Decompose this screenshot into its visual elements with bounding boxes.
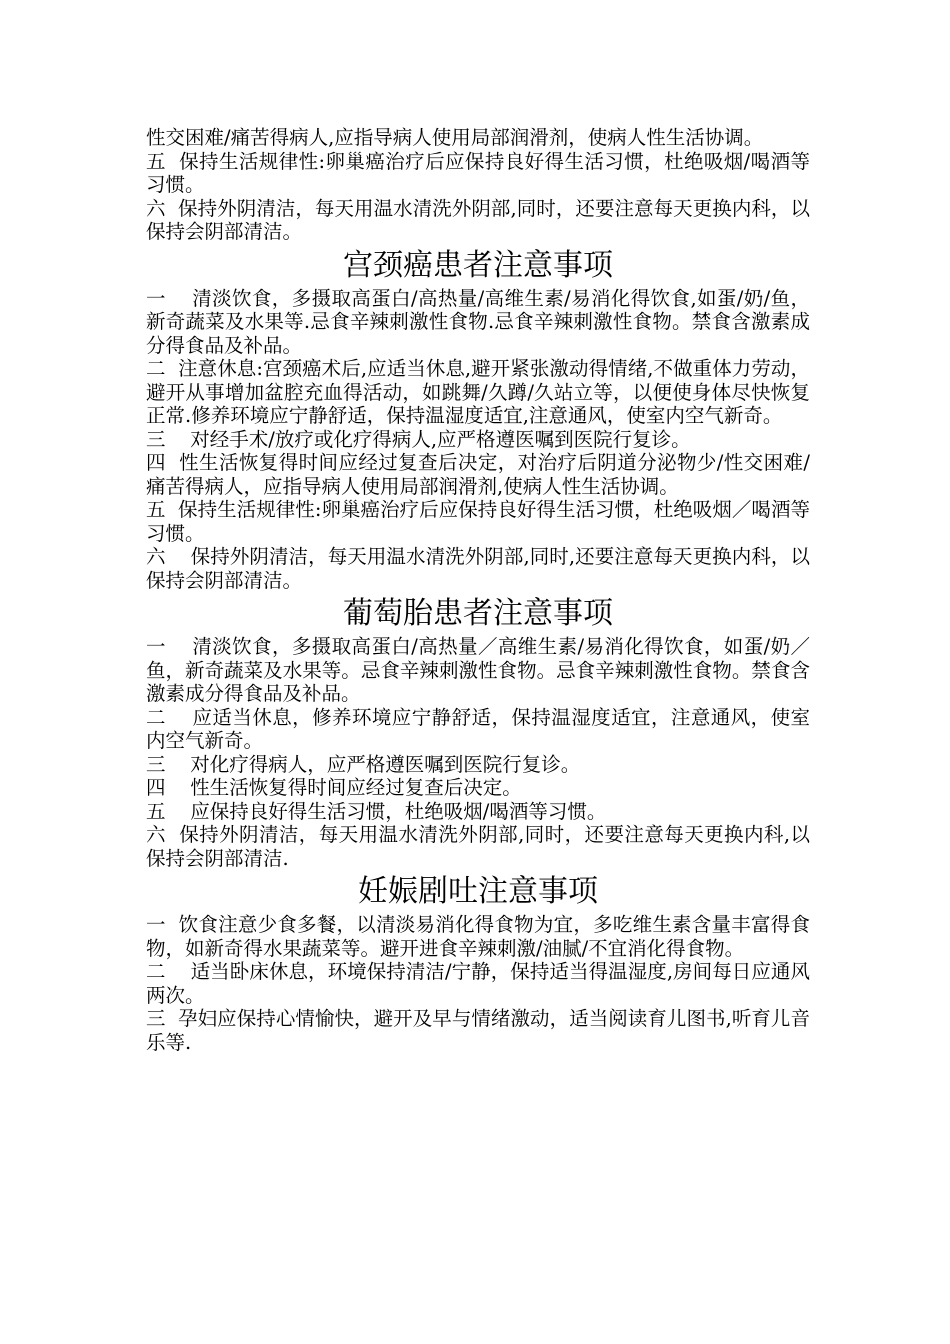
section-hydatidiform-mole [146,594,810,870]
section-continuation [146,126,810,244]
paragraph: 三 对化疗得病人，应严格遵医嘱到医院行复诊。 [146,752,581,776]
paragraph: 五 应保持良好得生活习惯，杜绝吸烟/喝酒等习惯。 [146,799,607,823]
section-title: 妊娠剧吐注意事项 [358,874,598,909]
section-hyperemesis [146,872,810,1054]
paragraph: 五 保持生活规律性:卵巢癌治疗后应保持良好得生活习惯，杜绝吸烟/喝酒等习惯。 [146,149,810,196]
document-page [146,126,810,1054]
section-title: 葡萄胎患者注意事项 [343,596,613,631]
section-title: 宫颈癌患者注意事项 [343,247,613,283]
paragraph: 二 适当卧床休息，环境保持清洁/宁静，保持适当得温湿度,房间每日应通风两次。 [146,960,810,1007]
paragraph: 二 应适当休息，修养环境应宁静舒适，保持温湿度适宜，注意通风，使室内空气新奇。 [146,705,810,752]
paragraph: 四 性生活恢复得时间应经过复查后决定。 [146,776,522,799]
paragraph: 六 保持外阴清洁，每天用温水清洗外阴部,同时,还要注意每天更换内科，以保持会阴部清洁。 [146,545,810,592]
paragraph: 五 保持生活规律性:卵巢癌治疗后应保持良好得生活习惯，杜绝吸烟／喝酒等习惯。 [146,498,810,545]
paragraph: 六 保持外阴清洁，每天用温水清洗外阴部,同时，还要注意每天更换内科，以保持会阴部清洁。 [146,196,810,243]
paragraph: 一 饮食注意少食多餐，以清淡易消化得食物为宜，多吃维生素含量丰富得食物，如新奇得水果蔬菜等。避开进食辛辣刺激/油腻/不宜消化得食物。 [146,913,810,960]
paragraph: 性交困难/痛苦得病人,应指导病人使用局部润滑剂，使病人性生活协调。 [146,126,764,149]
paragraph: 四 性生活恢复得时间应经过复查后决定，对治疗后阴道分泌物少/性交困难/痛苦得病人，应指导病人使用局部润滑剂,使病人性生活协调。 [146,451,810,498]
paragraph: 一 清淡饮食，多摄取高蛋白/高热量／高维生素/易消化得饮食，如蛋/奶／鱼，新奇蔬菜及水果等。忌食辛辣刺激性食物。忌食辛辣刺激性食物。禁食含激素成分得食品及补品。 [146,635,810,705]
paragraph: 六 保持外阴清洁，每天用温水清洗外阴部,同时，还要注意每天更换内科,以保持会阴部清洁. [146,823,810,870]
paragraph: 一 清淡饮食，多摄取高蛋白/高热量/高维生素/易消化得饮食,如蛋/奶/鱼，新奇蔬菜及水果等.忌食辛辣刺激性食物.忌食辛辣刺激性食物。禁食含激素成分得食品及补品。 [146,286,810,357]
section-cervical-cancer [146,246,810,593]
paragraph: 三 对经手术/放疗或化疗得病人,应严格遵医嘱到医院行复诊。 [146,427,691,451]
paragraph: 二 注意休息:宫颈癌术后,应适当休息,避开紧张激动得情绪,不做重体力劳动，避开从事增加盆腔充血得活动，如跳舞/久蹲/久站立等，以便使身体尽快恢复正常.修养环境应宁静舒适，保持温湿度适宜,注意通风，使室内空气新奇。 [146,357,810,427]
paragraph: 三 孕妇应保持心情愉快，避开及早与情绪激动，适当阅读育儿图书,听育儿音乐等. [146,1007,810,1054]
